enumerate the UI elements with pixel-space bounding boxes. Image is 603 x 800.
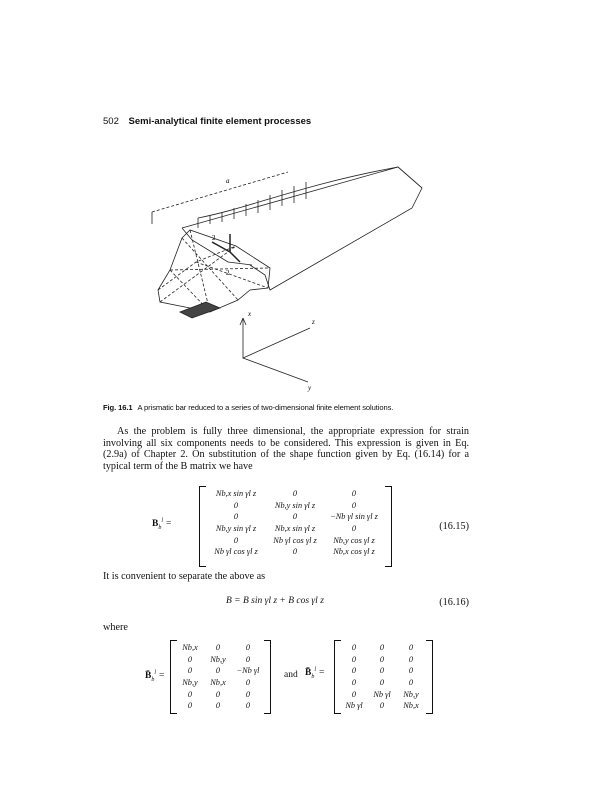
node-label-1: 2 <box>212 234 216 242</box>
eq3-right-cell: 0 <box>408 654 414 664</box>
eq3-left-row <box>176 700 264 712</box>
eq3-right-cell: 0 <box>351 678 357 688</box>
eq1-cell: Nb,x sin γl z <box>215 489 257 498</box>
eq3-right-cell: Nb,y <box>403 689 419 699</box>
eq3-left-row <box>176 665 264 677</box>
eq3-right-row <box>340 665 426 677</box>
caption-text: A prismatic bar reduced to a series of two-dimensional finite element solutions. <box>137 403 394 412</box>
eq3-right-matrix <box>340 642 426 712</box>
eq1-matrix <box>205 488 385 558</box>
eq3-right-cell: 0 <box>408 666 414 676</box>
eq3-and: and <box>284 670 298 680</box>
eq1-cell: Nb γl cos γl z <box>273 535 317 545</box>
eq2-number: (16.16) <box>439 597 469 608</box>
eq3-right-cell: 0 <box>351 643 357 652</box>
eq3-left-cell: Nb,x <box>182 643 198 652</box>
eq3-right-row <box>340 700 426 712</box>
eq3-right-cell: 0 <box>379 666 385 676</box>
eq1-cell: 0 <box>292 489 298 498</box>
page-number: 502 <box>103 116 119 127</box>
eq3-left-row <box>176 654 264 666</box>
eq3-left-cell: 0 <box>245 643 251 652</box>
eq1-cell: 0 <box>233 535 239 545</box>
eq3-left-cell: Nb,y <box>210 654 226 664</box>
eq1-cell: 0 <box>233 512 239 522</box>
eq3-right-cell: 0 <box>379 643 385 652</box>
eq3-left-cell: 0 <box>215 666 221 676</box>
eq3-right-cell: Nb γl <box>373 689 391 699</box>
eq1-cell: Nb,y sin γl z <box>215 524 257 534</box>
eq3-left-cell: 0 <box>187 666 193 676</box>
eq3-right-cell: 0 <box>351 689 357 699</box>
axis-x-label: x <box>248 310 252 318</box>
eq1-cell: 0 <box>292 512 298 522</box>
axis-z-label: z <box>312 318 315 326</box>
eq3-right-cell: 0 <box>379 654 385 664</box>
eq1-row <box>205 535 385 547</box>
eq1-cell: Nb,y sin γl z <box>274 500 316 510</box>
eq1-cell: −Nb γl sin γl z <box>330 512 378 522</box>
eq3-left-cell: 0 <box>187 689 193 699</box>
node-label-2: 2 <box>226 269 230 277</box>
eq3-right-cell: 0 <box>408 643 414 652</box>
eq1-row <box>205 546 385 558</box>
eq3-left-cell: 0 <box>215 689 221 699</box>
running-header <box>103 116 311 127</box>
eq3-left-matrix <box>176 642 264 712</box>
eq1-cell: 0 <box>351 489 357 498</box>
eq1-number: (16.15) <box>439 521 469 532</box>
eq3-right-row <box>340 677 426 689</box>
eq3-right-cell: Nb,x <box>403 701 419 711</box>
eq3-right-cell: 0 <box>379 701 385 711</box>
eq3-left-cell: 0 <box>245 701 251 711</box>
eq1-cell: 0 <box>351 524 357 534</box>
eq1-row <box>205 523 385 535</box>
eq1-cell: Nb γl cos γl z <box>214 547 258 557</box>
eq1-cell: 0 <box>233 500 239 510</box>
eq3-left-cell: 0 <box>245 654 251 664</box>
eq1-cell: 0 <box>292 547 298 557</box>
eq1-row <box>205 500 385 512</box>
eq3-lhs-right: $B̄̄_b^l$ = <box>305 667 325 681</box>
eq3-right-cell: 0 <box>351 666 357 676</box>
eq3-left-row <box>176 642 264 654</box>
eq2-body: B = B sin γl z + B cos γl z <box>226 596 324 606</box>
eq3-right-cell: 0 <box>408 678 414 688</box>
text-separate: It is convenient to separate the above as <box>103 571 266 582</box>
eq1-bracket-right <box>385 486 392 567</box>
eq3-left-cell: 0 <box>245 689 251 699</box>
eq3-left-cell: 0 <box>187 654 193 664</box>
chapter-title: Semi-analytical finite element processes <box>128 116 312 127</box>
eq1-row <box>205 488 385 500</box>
text-where: where <box>103 622 128 633</box>
body-paragraph: As the problem is fully three dimensional, the appropriate expression for strain involving all six components needs to be considered. This expression is given in Eq. (2.9a) of Chapter 2. On substitution of the shape function given by Eq. (16.14) for a typical term of the B matrix we have <box>103 426 469 472</box>
eq1-cell: Nb,x sin γl z <box>274 524 316 534</box>
eq3-right-row <box>340 642 426 654</box>
eq1-cell: 0 <box>351 500 357 510</box>
eq3-left-cell: 0 <box>187 701 193 711</box>
prismatic-bar-figure <box>140 150 440 398</box>
axis-y-label: y <box>308 384 312 392</box>
caption-label: Fig. 16.1 <box>103 403 133 412</box>
eq1-lhs: $B_b^l$ = <box>152 518 172 532</box>
eq3-left-row <box>176 689 264 701</box>
eq3-left-cell: 0 <box>215 701 221 711</box>
figure-caption <box>103 403 393 412</box>
eq3-left-cell: 0 <box>215 643 221 652</box>
eq1-cell: Nb,x cos γl z <box>333 547 375 557</box>
eq3-right-bracket-r <box>426 640 433 714</box>
eq3-right-cell: Nb γl <box>345 701 363 711</box>
eq3-left-row <box>176 677 264 689</box>
eq3-right-cell: 0 <box>351 654 357 664</box>
eq3-left-bracket-r <box>264 640 271 714</box>
eq3-right-cell: 0 <box>379 678 385 688</box>
eq3-right-row <box>340 654 426 666</box>
eq3-left-cell: Nb,y <box>182 678 198 688</box>
eq1-cell: Nb,y cos γl z <box>333 535 375 545</box>
label-a: a <box>226 177 230 185</box>
eq3-right-row <box>340 689 426 701</box>
eq3-left-cell: 0 <box>245 678 251 688</box>
eq3-lhs-left: $B̄_b^l$ = <box>145 670 165 684</box>
eq3-left-cell: Nb,x <box>210 678 226 688</box>
eq1-row <box>205 511 385 523</box>
eq3-left-cell: −Nb γl <box>236 666 260 676</box>
